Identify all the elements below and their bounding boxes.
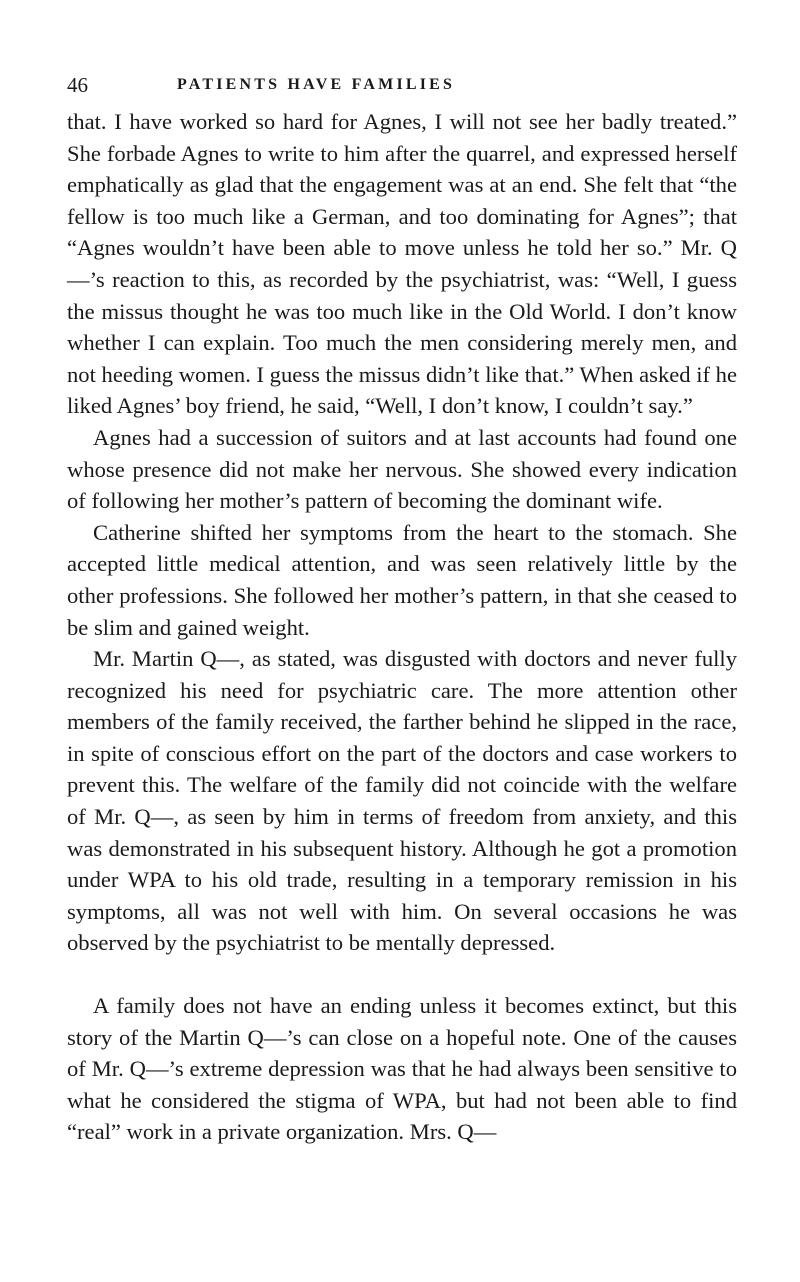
paragraph-continued: that. I have worked so hard for Agnes, I will not see her badly treated.” She forbade Agnes to write to him after the quarrel, and expressed herself emphatically as glad that the engagement was at an end. She felt that “the fellow is too much like a German, and too dominating for Agnes”; that “Agnes wouldn’t have been able to move unless he told her so.” Mr. Q—’s reaction to this, as recorded by the psychiatrist, was: “Well, I guess the missus thought he was too much like in the Old World. I don’t know whether I can explain. Too much the men considering merely men, and not heeding women. I guess the missus didn’t like that.” When asked if he liked Agnes’ boy friend, he said, “Well, I don’t know, I couldn’t say.”: [67, 109, 737, 419]
page-number: 46: [67, 73, 88, 97]
paragraph-agnes-suitors: Agnes had a succession of suitors and at last accounts had found one whose presence did not make her nervous. She showed every indication of following her mother’s pattern of becoming the dominant wife.: [67, 424, 737, 514]
running-head: [67, 70, 737, 100]
book-page: [67, 70, 737, 1148]
paragraph-catherine: Catherine shifted her symptoms from the heart to the stomach. She accepted little medical attention, and was seen relatively little by the other professions. She followed her mother’s pattern, in that she ceased to be slim and gained weight.: [67, 519, 737, 640]
paragraph-martin: Mr. Martin Q—, as stated, was disgusted with doctors and never fully recognized his need for psychiatric care. The more attention other members of the family received, the farther behind he slipped in the race, in spite of conscious effort on the part of the doctors and case workers to prevent this. The welfare of the family did not coincide with the welfare of Mr. Q—, as seen by him in terms of freedom from anxiety, and this was demonstrated in his subsequent history. Although he got a promotion under WPA to his old trade, resulting in a temporary remission in his symptoms, all was not well with him. On several occasions he was observed by the psychiatrist to be mentally depressed.: [67, 646, 737, 956]
body-text: [67, 106, 737, 1148]
paragraph-hopeful-note: A family does not have an ending unless it becomes extinct, but this story of the Martin Q—’s can close on a hopeful note. One of the causes of Mr. Q—’s extreme depression was that he had always been sensitive to what he considered the stigma of WPA, but had not been able to find “real” work in a private organization. Mrs. Q—: [67, 993, 737, 1145]
running-title: PATIENTS HAVE FAMILIES: [177, 76, 456, 93]
